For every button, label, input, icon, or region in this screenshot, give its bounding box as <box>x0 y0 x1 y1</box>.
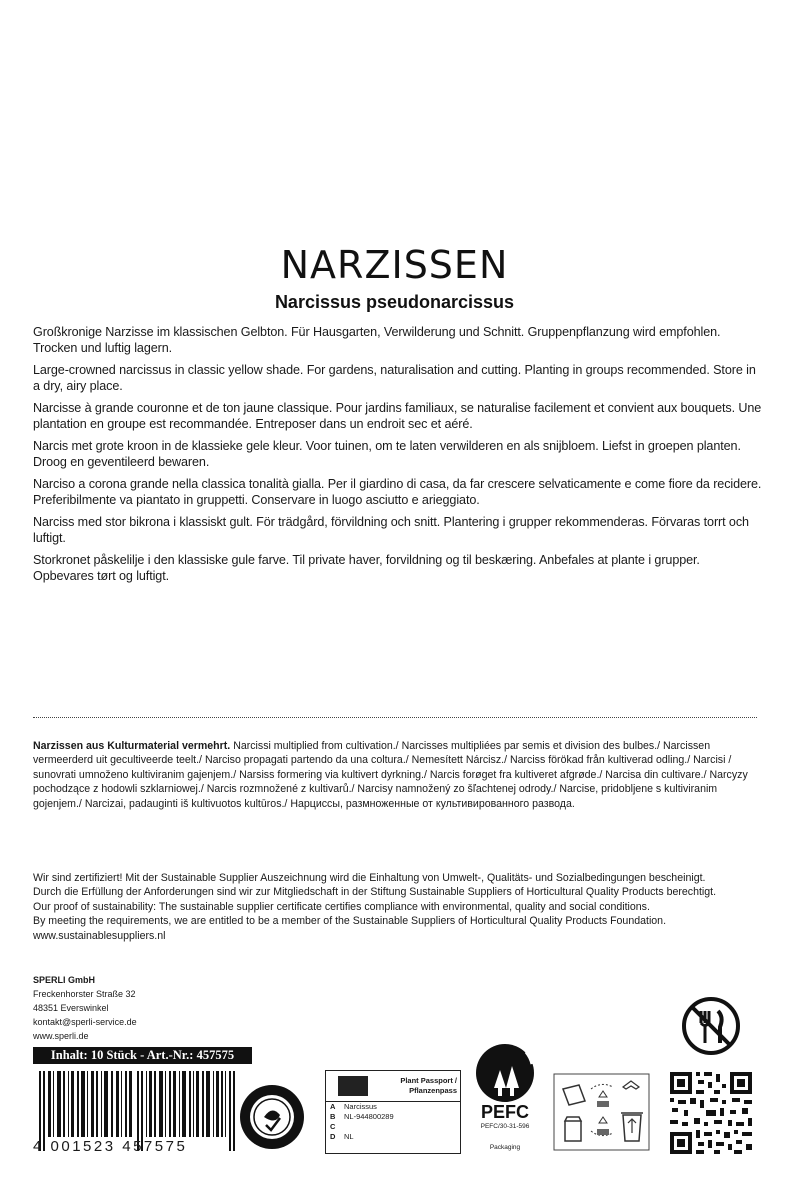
plant-passport-title-line1: Plant Passport / <box>400 1076 457 1085</box>
plant-passport-key: D <box>330 1132 336 1141</box>
company-email[interactable]: kontakt@sperli-service.de <box>33 1017 137 1027</box>
pefc-label: PEFC <box>480 1102 530 1122</box>
pefc-code: PEFC/30-31-596 <box>480 1123 530 1130</box>
plant-passport-value: NL <box>344 1132 354 1141</box>
plant-passport-value: NL-944800289 <box>344 1112 394 1121</box>
plant-passport-key: B <box>330 1112 336 1121</box>
origin-statement <box>33 739 763 811</box>
plant-passport-row <box>326 1132 460 1142</box>
sustainable-supplier-seal-icon <box>238 1083 306 1151</box>
content-article-label: Inhalt: 10 Stück - Art.-Nr.: 457575 <box>33 1047 252 1064</box>
origin-statement-bold: Narzissen aus Kulturmaterial vermehrt. <box>33 740 231 752</box>
description-nl: Narcis met grote kroon in de klassieke gele kleur. Voor tuinen, om te laten verwilderen en als snijbloem. Liefst in groepen planten. Droog en geventileerd bewaren. <box>33 439 741 469</box>
description-sv: Narciss med stor bikrona i klassiskt gult. För trädgård, förvildning och snitt. Plantering i grupper rekommenderas. Förvaras torrt och luftigt. <box>33 515 749 545</box>
certification-line: Wir sind zertifiziert! Mit der Sustainable Supplier Auszeichnung wird die Einhaltung von Umwelt-, Qualitäts- und Sozialbedingungen bescheinigt. <box>33 872 706 884</box>
company-website[interactable]: www.sperli.de <box>33 1031 89 1041</box>
plant-passport-title <box>400 1076 457 1096</box>
product-title: NARZISSEN <box>280 243 509 287</box>
plant-passport-header <box>326 1071 460 1102</box>
certification-line: Durch die Erfüllung der Anforderungen sind wir zur Mitgliedschaft in der Stiftung Sustainable Suppliers of Horticultural Quality Products berechtigt. <box>33 886 717 899</box>
plant-passport-title-line2: Pflanzenpass <box>409 1086 457 1095</box>
certification-url[interactable]: www.sustainablesuppliers.nl <box>33 929 166 942</box>
plant-passport-row <box>326 1112 460 1122</box>
description-da: Storkronet påskelilje i den klassiske gule farve. Til private haver, forvildning og til beskæring. Anbefales at plante i grupper. Opbevares tørt og luftigt. <box>33 553 700 583</box>
description-en: Large-crowned narcissus in classic yellow shade. For gardens, naturalisation and cutting. Planting in groups recommended. Store in a dry, airy place. <box>33 363 756 393</box>
eu-flag-icon <box>338 1076 368 1096</box>
recycling-info-icon <box>553 1073 650 1151</box>
pefc-packaging: Packaging <box>489 1144 521 1151</box>
plant-passport-key: C <box>330 1122 336 1131</box>
origin-statement-text: Narcissi multiplied from cultivation./ Narcisses multipliées par semis et division des bulbes./ Narcissen vermeerderd uit gecultiveerde teelt./ Narciso propagati partendo da una coltura./ Nemesített Nárcisz./ Narciss förökad från kultiverad odling./ Narcisi / sunovrati umnoženo kultiviranim gajenjem./ Narsiss formering via kultivert dyrkning./ Narcis forøget fra kultiveret afgrøde./ Narcisa din cultivare./ Narcyzy pochodzące z hodowli szklarniowej./ Narcis rozmnožené z kultivarů./ Narcisy namnožený zo šľachtenej odrody./ Narcise, pridobljene s kultiviranim gojenjem./ Narcizai, padauginti iš kultivuotos kultūros./ Нарциссы, размноженные от культивированного развода. <box>33 740 748 810</box>
botanical-name: Narcissus pseudonarcissus <box>274 292 515 312</box>
plant-passport-row <box>326 1102 460 1112</box>
description-de: Großkronige Narzisse im klassischen Gelbton. Für Hausgarten, Verwilderung und Schnitt. Gruppenpflanzung wird empfohlen. Trocken und luftig lagern. <box>33 325 721 355</box>
description-it: Narciso a corona grande nella classica tonalità gialla. Per il giardino di casa, da far crescere selvaticamente e come fiore da recidere. Preferibilmente va piantato in gruppetti. Conservare in luogo asciutto e arieggiato. <box>33 477 762 507</box>
company-city: 48351 Everswinkel <box>33 1003 109 1013</box>
certification-block <box>33 871 763 943</box>
plant-passport <box>325 1070 461 1154</box>
certification-line: Our proof of sustainability: The sustainable supplier certificate certifies compliance with environmental, quality and social conditions. <box>33 900 650 913</box>
company-address <box>33 973 137 1043</box>
not-for-consumption-icon <box>680 995 742 1057</box>
certification-line: By meeting the requirements, we are entitled to be a member of the Sustainable Suppliers of Horticultural Quality Products Foundation. <box>33 915 667 928</box>
description-fr: Narcisse à grande couronne et de ton jaune classique. Pour jardins familiaux, se naturalise facilement et convient aux bouquets. Une plantation en groupe est recommandée. Entreposer dans un endroit sec et aéré. <box>33 401 762 431</box>
company-name: SPERLI GmbH <box>33 975 96 985</box>
qr-code-icon <box>670 1072 752 1154</box>
plant-passport-row <box>326 1122 460 1132</box>
description-block <box>33 325 763 591</box>
dotted-divider <box>33 717 757 718</box>
barcode-number: 4 001523 457575 <box>33 1138 188 1155</box>
plant-passport-value: Narcissus <box>344 1102 377 1111</box>
company-street: Freckenhorster Straße 32 <box>33 989 136 999</box>
plant-passport-key: A <box>330 1102 336 1111</box>
